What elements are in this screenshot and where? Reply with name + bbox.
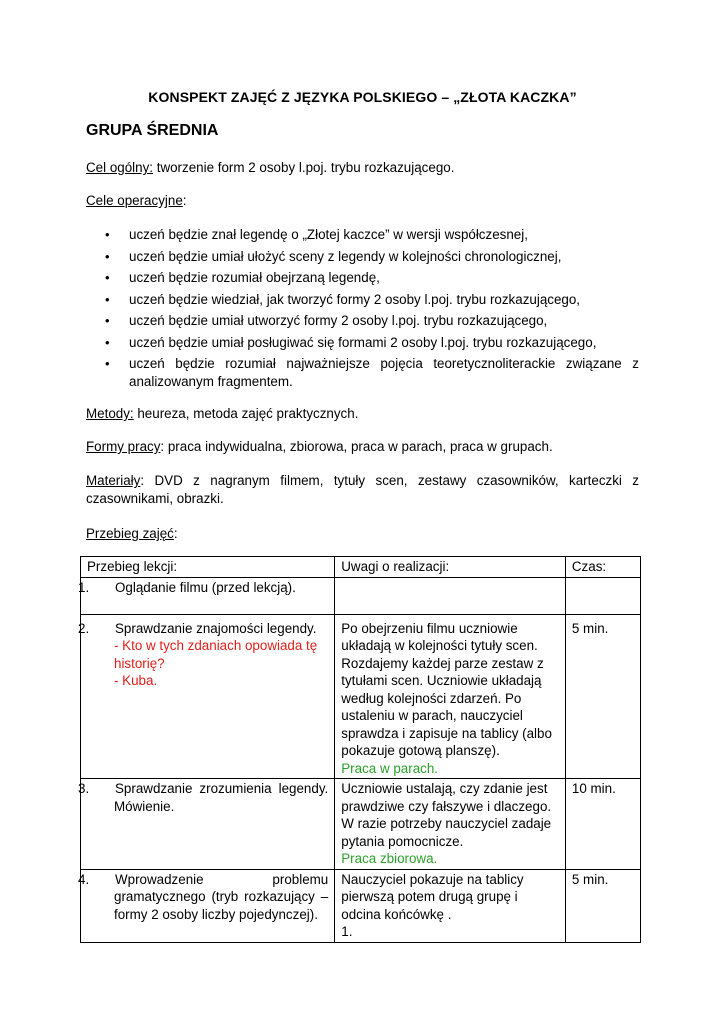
bullet-icon: • — [105, 356, 110, 371]
work-forms — [86, 438, 639, 456]
methods — [86, 405, 639, 423]
header-lesson-course: Przebieg lekcji: — [81, 557, 335, 578]
operational-goals-label: Cele operacyjne — [86, 193, 183, 208]
goal-text: uczeń będzie umiał ułożyć sceny z legendy w kolejności chronologicznej, — [129, 248, 562, 264]
notes-text: Nauczyciel pokazuje na tablicy pierwszą potem drugą grupę i odcina końcówkę . — [341, 871, 524, 922]
list-item — [86, 291, 639, 309]
goal-text: uczeń będzie umiał utworzyć formy 2 osoby l.poj. trybu rozkazującego, — [129, 313, 548, 328]
operational-goals-list — [86, 226, 639, 394]
step-number: 2. — [78, 620, 90, 636]
work-form-note: Praca w parach. — [341, 760, 439, 776]
step-cell — [78, 577, 335, 614]
bullet-icon: • — [105, 291, 110, 307]
operational-goals-heading — [86, 192, 639, 210]
list-item — [86, 269, 639, 287]
step-number: 4. — [78, 871, 90, 887]
notes-text: Uczniowie ustalają, czy zdanie jest prawdziwe czy fałszywe i dlaczego. W razie potrzeby nauczyciel zadaje pytania pomocnicze. — [341, 781, 552, 849]
materials — [86, 472, 639, 507]
step-label: Sprawdzanie znajomości legendy. — [115, 620, 317, 636]
step-label: Oglądanie filmu (przed lekcją). — [115, 579, 296, 595]
step-text — [78, 780, 329, 815]
table-header-row — [81, 557, 641, 578]
list-item — [86, 248, 639, 266]
notes-cell — [335, 869, 566, 942]
lesson-table — [80, 556, 641, 943]
step-cell — [78, 779, 335, 870]
bullet-icon: • — [105, 270, 110, 285]
operational-goals-colon: : — [182, 193, 187, 208]
bullet-icon: • — [105, 313, 110, 328]
step-label: Sprawdzanie zrozumienia legendy. Mówienie. — [114, 781, 329, 814]
step-text — [78, 871, 329, 924]
materials-label: Materiały — [86, 473, 141, 488]
notes-cell — [335, 614, 566, 779]
work-form-note: Praca zbiorowa. — [341, 851, 438, 866]
time-cell: 5 min. — [565, 869, 640, 942]
goal-text: uczeń będzie znał legendę o „Złotej kaczce” w wersji współczesnej, — [129, 227, 528, 242]
work-forms-label: Formy pracy — [86, 439, 161, 454]
header-time: Czas: — [565, 557, 640, 578]
notes-cell — [335, 779, 566, 870]
list-item — [86, 334, 639, 352]
group-heading: GRUPA ŚREDNIA — [86, 122, 219, 139]
course-label: Przebieg zajęć — [86, 526, 174, 541]
list-item — [86, 312, 639, 330]
document-title: KONSPEKT ZAJĘĆ Z JĘZYKA POLSKIEGO – „ZŁOTA KACZKA” — [148, 89, 577, 105]
step-label: Wprowadzenie problemu gramatycznego (tryb rozkazujący – formy 2 osoby liczby pojedynczej). — [114, 871, 329, 922]
notes-text: Po obejrzeniu filmu uczniowie układają w kolejności tytuły scen. Rozdajemy każdej parze zestaw z tytułami scen. Uczniowie układają według kolejności zdarzeń. Po ustaleniu w parach, nauczyciel sprawdza i zapisuje na tablicy (albo pokazuje gotową planszę). — [341, 620, 552, 758]
notes-list-number: 1. — [341, 924, 353, 939]
goal-text: uczeń będzie rozumiał obejrzaną legendę, — [129, 270, 380, 285]
bullet-icon: • — [105, 227, 110, 242]
materials-text: : DVD z nagranym filmem, tytuły scen, zestawy czasowników, karteczki z czasownikami, obrazki. — [86, 473, 639, 506]
notes-cell — [335, 577, 566, 614]
general-goal — [86, 159, 639, 177]
general-goal-label: Cel ogólny: — [86, 160, 153, 175]
header-notes: Uwagi o realizacji: — [335, 557, 566, 578]
goal-text: uczeń będzie wiedział, jak tworzyć formy 2 osoby l.poj. trybu rozkazującego, — [129, 291, 581, 307]
bullet-icon: • — [105, 248, 110, 264]
question-text: - Kto w tych zdaniach opowiada tę historię? — [114, 638, 318, 671]
time-cell: 5 min. — [565, 614, 640, 779]
course-heading — [86, 525, 639, 543]
goal-text: uczeń będzie umiał posługiwać się formami 2 osoby l.poj. trybu rozkazującego, — [129, 334, 597, 350]
answer-text: - Kuba. — [114, 673, 158, 688]
general-goal-text: tworzenie form 2 osoby l.poj. trybu rozkazującego. — [153, 160, 455, 175]
step-text — [78, 620, 328, 638]
list-item — [86, 355, 639, 390]
goal-text: uczeń będzie rozumiał najważniejsze pojęcia teoretycznoliterackie związane z analizowanym fragmentem. — [129, 356, 639, 389]
time-cell: 10 min. — [565, 779, 640, 870]
step-cell — [78, 614, 335, 779]
step-number: 1. — [78, 579, 90, 595]
table-row — [81, 614, 641, 779]
table-row — [81, 577, 641, 614]
step-number: 3. — [78, 781, 90, 796]
methods-label: Metody: — [86, 406, 134, 421]
methods-text: heureza, metoda zajęć praktycznych. — [133, 406, 359, 421]
time-cell — [565, 577, 640, 614]
table-row — [81, 869, 641, 942]
table-row — [81, 779, 641, 870]
step-cell — [78, 869, 335, 942]
list-item — [86, 226, 639, 244]
step-text — [78, 579, 328, 597]
course-colon: : — [173, 526, 178, 541]
bullet-icon: • — [105, 334, 110, 350]
work-forms-text: : praca indywidualna, zbiorowa, praca w parach, praca w grupach. — [160, 439, 553, 454]
